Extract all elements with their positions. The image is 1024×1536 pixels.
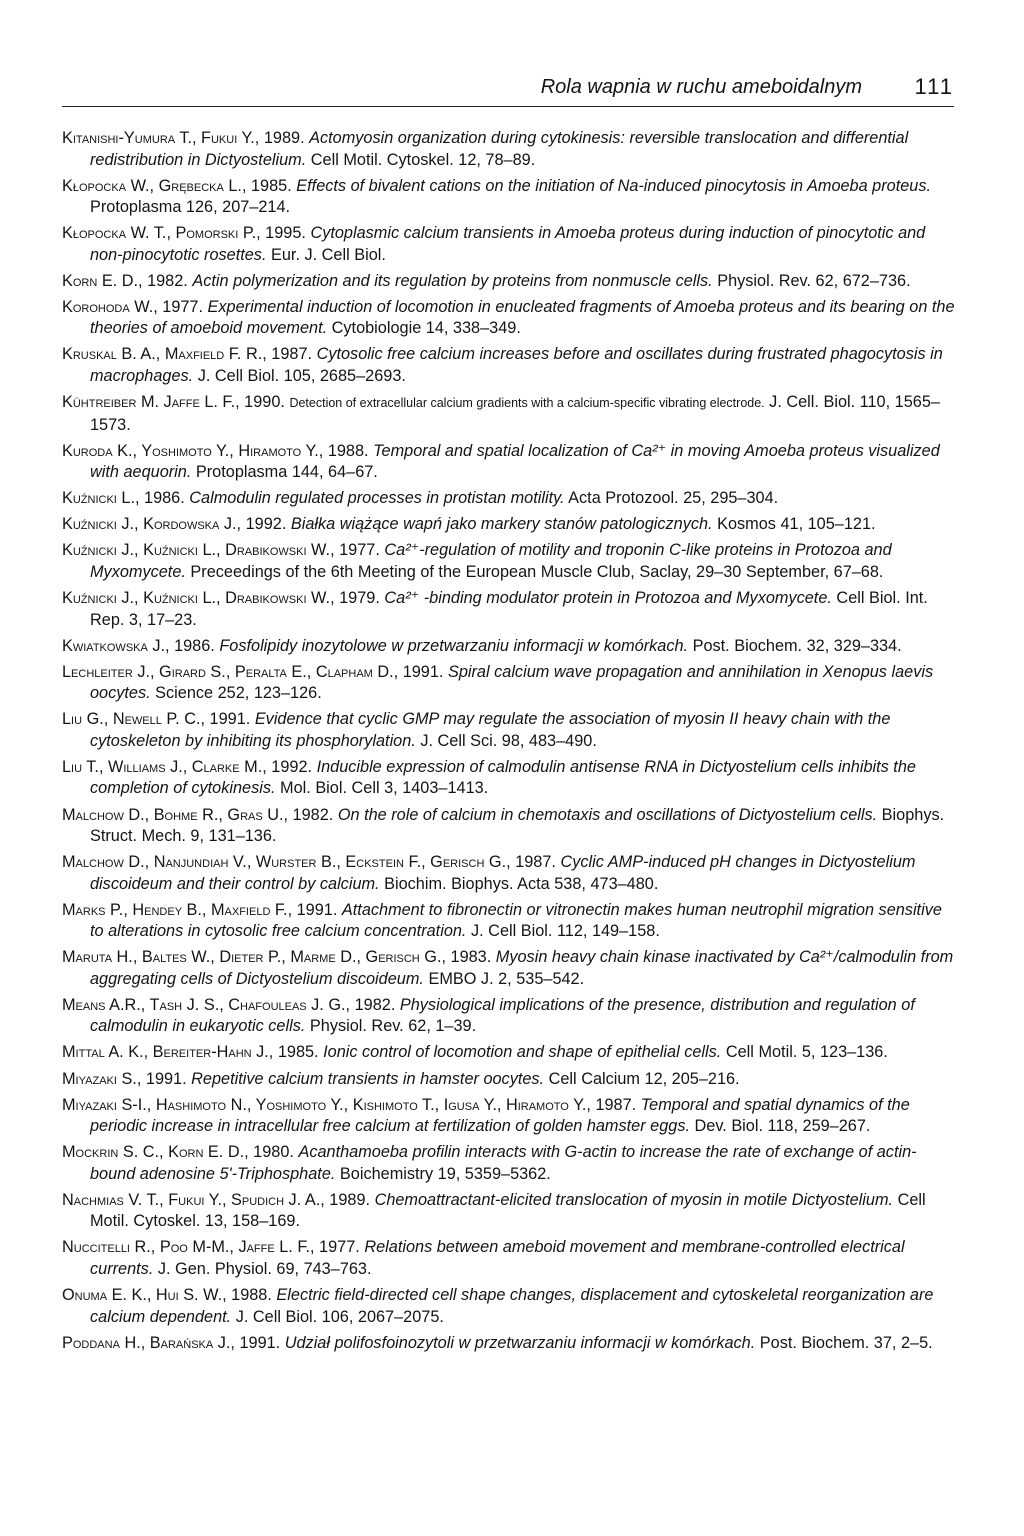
reference-year: , 1979. xyxy=(330,589,385,608)
reference-year: , 1988. xyxy=(222,1286,277,1305)
reference-title: Effects of bivalent cations on the initiation of Na-induced pinocytosis in Amoeba proteus. xyxy=(296,176,932,195)
reference-source: Cell Motil. Cytoskel. 13, 158–169. xyxy=(90,1190,926,1231)
reference-source: Eur. J. Cell Biol. xyxy=(266,245,386,264)
reference-source: Acta Protozool. 25, 295–304. xyxy=(564,489,779,508)
reference-entry xyxy=(62,271,958,293)
reference-title: Evidence that cyclic GMP may regulate the association of myosin II heavy chain with the cytoskeleton by inhibiting its phosphorylation. xyxy=(90,710,891,750)
reference-title: Inducible expression of calmodulin antisense RNA in Dictyostelium cells inhibits the completion of cytokinesis. xyxy=(90,757,916,798)
reference-year: , 1989. xyxy=(254,129,310,147)
reference-title: Temporal and spatial dynamics of the periodic increase in intracellular free calcium at fertilization of golden hamster eggs. xyxy=(90,1095,910,1136)
reference-entry xyxy=(62,488,958,510)
reference-year: , 1987. xyxy=(262,345,317,364)
reference-year: , 1982. xyxy=(345,995,400,1014)
reference-source: Protoplasma 144, 64–67. xyxy=(191,463,378,482)
reference-year: , 1991. xyxy=(393,662,448,681)
reference-source: J. Cell Biol. 105, 2685–2693. xyxy=(193,366,406,385)
reference-year: , 1985. xyxy=(241,176,297,195)
reference-title: Attachment to fibronectin or vitronectin makes human neutrophil migration sensitive to alterations in cytosolic free calcium concentration. xyxy=(90,900,942,941)
reference-source: J. Gen. Physiol. 69, 743–763. xyxy=(153,1259,372,1278)
reference-entry xyxy=(62,636,958,658)
reference-source: Cell Motil. 5, 123–136. xyxy=(721,1043,888,1062)
reference-entry xyxy=(62,1237,958,1280)
reference-entry xyxy=(62,128,958,171)
reference-entry xyxy=(62,852,958,895)
reference-authors: Lechleiter J., Girard S., Peralta E., Clapham D. xyxy=(62,662,394,681)
reference-entry xyxy=(62,392,958,436)
reference-authors: Nachmias V. T., Fukui Y., Spudich J. A. xyxy=(62,1190,321,1209)
reference-title: Udział polifosfoinozytoli w przetwarzaniu informacji w komórkach. xyxy=(284,1333,756,1352)
reference-authors: Kuźnicki J., Kuźnicki L., Drabikowski W. xyxy=(62,541,331,560)
reference-entry xyxy=(62,900,958,943)
reference-authors: Marks P., Hendey B., Maxfield F. xyxy=(62,900,288,919)
reference-entry xyxy=(62,1069,958,1091)
reference-authors: Means A.R., Tash J. S., Chafouleas J. G. xyxy=(62,995,346,1014)
reference-entry xyxy=(62,514,958,536)
reference-title: Ca²⁺ -binding modulator protein in Protozoa and Myxomycete. xyxy=(384,589,832,608)
reference-source: Cytobiologie 14, 338–349. xyxy=(327,319,521,338)
running-title: Rola wapnia w ruchu ameboidalnym xyxy=(540,76,862,98)
reference-authors: Kuźnicki L. xyxy=(62,489,135,508)
reference-year: , 1995. xyxy=(256,224,311,243)
reference-authors: Kuźnicki J., Kordowska J. xyxy=(62,515,237,534)
reference-year: , 1983. xyxy=(441,948,496,967)
reference-entry xyxy=(62,1285,958,1328)
reference-entry xyxy=(62,344,958,387)
reference-title: Acanthamoeba profilin interacts with G-actin to increase the rate of exchange of actin-bound adenosine 5'-Triphosphate. xyxy=(90,1143,917,1183)
reference-authors: Mittal A. K., Bereiter-Hahn J. xyxy=(62,1043,269,1062)
reference-source: Biochim. Biophys. Acta 538, 473–480. xyxy=(379,874,659,893)
reference-title: Białka wiążące wapń jako markery stanów patologicznych. xyxy=(290,515,713,534)
reference-title: Relations between ameboid movement and membrane-controlled electrical currents. xyxy=(90,1238,905,1278)
reference-source: Post. Biochem. 32, 329–334. xyxy=(688,636,902,655)
reference-year: , 1982. xyxy=(138,271,193,290)
reference-entry xyxy=(62,805,958,848)
reference-title: On the role of calcium in chemotaxis and oscillations of Dictyostelium cells. xyxy=(337,805,878,824)
reference-authors: Kwiatkowska J. xyxy=(62,636,166,655)
reference-authors: Kuroda K., Yoshimoto Y., Hiramoto Y. xyxy=(62,441,319,460)
reference-year: , 1987. xyxy=(586,1095,641,1114)
reference-source: Cell Motil. Cytoskel. 12, 78–89. xyxy=(306,150,536,169)
reference-authors: Miyazaki S-I., Hashimoto N., Yoshimoto Y., Kishimoto T., Igusa Y., Hiramoto Y. xyxy=(62,1095,587,1114)
reference-entry xyxy=(62,1190,958,1233)
reference-year: , 1992. xyxy=(236,515,291,534)
reference-entry xyxy=(62,1333,958,1355)
reference-source: Cell Biol. Int. Rep. 3, 17–23. xyxy=(90,589,928,629)
reference-entry xyxy=(62,757,958,800)
reference-source: Kosmos 41, 105–121. xyxy=(712,515,876,534)
reference-year: , 1977. xyxy=(330,541,385,560)
reference-title: Calmodulin regulated processes in protistan motility. xyxy=(189,489,565,508)
reference-title: Ca²⁺-regulation of motility and troponin C-like proteins in Protozoa and Myxomycete. xyxy=(90,541,892,581)
reference-entry xyxy=(62,176,958,219)
reference-title: Ionic control of locomotion and shape of epithelial cells. xyxy=(323,1043,722,1062)
reference-authors: Malchow D., Bohme R., Gras U. xyxy=(62,805,284,824)
reference-source: Physiol. Rev. 62, 672–736. xyxy=(712,271,911,290)
reference-source: Mol. Biol. Cell 3, 1403–1413. xyxy=(275,779,489,798)
reference-year: , 1991. xyxy=(287,900,342,919)
reference-entry xyxy=(62,588,958,631)
page-header xyxy=(62,72,954,107)
reference-source: Physiol. Rev. 62, 1–39. xyxy=(305,1017,477,1036)
reference-source: J. Cell Biol. 106, 2067–2075. xyxy=(231,1307,444,1326)
reference-year: , 1977. xyxy=(153,297,208,316)
reference-authors: Mockrin S. C., Korn E. D. xyxy=(62,1143,245,1162)
reference-source: Protoplasma 126, 207–214. xyxy=(90,198,291,217)
reference-authors: Miyazaki S. xyxy=(62,1069,137,1088)
reference-authors: Kitanishi-Yumura T., Fukui Y. xyxy=(62,129,255,147)
reference-year: , 1987. xyxy=(506,853,561,872)
reference-source: Science 252, 123–126. xyxy=(150,684,322,703)
reference-title: Cytoplasmic calcium transients in Amoeba proteus during induction of pinocytotic and non-pinocytotic rosettes. xyxy=(90,224,926,264)
reference-authors: Liu T., Williams J., Clarke M. xyxy=(62,757,263,776)
reference-authors: Nuccitelli R., Poo M-M., Jaffe L. F. xyxy=(62,1238,310,1257)
reference-authors: Kruskal B. A., Maxfield F. R. xyxy=(62,345,263,364)
reference-year: , 1991. xyxy=(136,1069,192,1088)
reference-year: , 1986. xyxy=(165,636,220,655)
reference-year: , 1980. xyxy=(244,1143,299,1162)
reference-entry xyxy=(62,995,958,1038)
reference-entry xyxy=(62,540,958,583)
reference-source: J. Cell Sci. 98, 483–490. xyxy=(415,731,597,750)
reference-title: Myosin heavy chain kinase inactivated by Ca²⁺/calmodulin from aggregating cells of Dictyostelium discoideum. xyxy=(90,948,954,988)
reference-entry xyxy=(62,662,958,705)
reference-title: Experimental induction of locomotion in enucleated fragments of Amoeba proteus and its bearing on the theories of amoeboid movement. xyxy=(90,297,955,338)
reference-entry xyxy=(62,1142,958,1185)
reference-authors: Kłopocka W., Grębecka L. xyxy=(62,176,242,195)
reference-year: , 1986. xyxy=(134,489,190,508)
reference-entry xyxy=(62,947,958,990)
reference-year: , 1991. xyxy=(200,710,255,729)
reference-authors: Maruta H., Baltes W., Dieter P., Marme D., Gerisch G. xyxy=(62,948,442,967)
reference-year: , 1989. xyxy=(320,1190,375,1209)
reference-title-small: Detection of extracellular calcium gradients with a calcium-specific vibrating electrode. xyxy=(289,396,765,411)
reference-year: , 1991. xyxy=(230,1333,285,1352)
reference-entry xyxy=(62,1095,958,1138)
reference-entry xyxy=(62,223,958,266)
reference-title: Actomyosin organization during cytokinesis: reversible translocation and differential redistribution in Dictyostelium. xyxy=(90,129,909,169)
reference-source: Boichemistry 19, 5359–5362. xyxy=(335,1164,551,1183)
reference-source: J. Cell Biol. 112, 149–158. xyxy=(466,922,660,941)
reference-authors: Korohoda W. xyxy=(62,297,154,316)
reference-title: Chemoattractant-elicited translocation of myosin in motile Dictyostelium. xyxy=(374,1190,894,1209)
reference-authors: Kuźnicki J., Kuźnicki L., Drabikowski W. xyxy=(62,589,331,608)
reference-source: J. Cell. Biol. 110, 1565–1573. xyxy=(90,393,940,434)
reference-authors: Kühtreiber M. Jaffe L. F. xyxy=(62,393,236,412)
reference-title: Spiral calcium wave propagation and annihilation in Xenopus laevis oocytes. xyxy=(90,662,934,703)
reference-title: Cyclic AMP-induced pH changes in Dictyostelium discoideum and their control by calcium. xyxy=(90,853,916,893)
reference-title: Repetitive calcium transients in hamster oocytes. xyxy=(191,1069,545,1088)
reference-year: , 1992. xyxy=(262,757,317,776)
reference-title: Physiological implications of the presence, distribution and regulation of calmodulin in eukaryotic cells. xyxy=(90,995,915,1036)
reference-title: Temporal and spatial localization of Ca²⁺ in moving Amoeba proteus visualized with aequorin. xyxy=(90,441,940,482)
reference-source: Dev. Biol. 118, 259–267. xyxy=(690,1117,871,1136)
reference-title: Electric field-directed cell shape changes, displacement and cytoskeletal reorganization are calcium dependent. xyxy=(90,1286,934,1326)
reference-entry xyxy=(62,1042,958,1064)
reference-authors: Onuma E. K., Hui S. W. xyxy=(62,1286,223,1305)
reference-year: , 1982. xyxy=(283,805,338,824)
reference-year: , 1985. xyxy=(268,1043,324,1062)
reference-authors: Malchow D., Nanjundiah V., Wurster B., Eckstein F., Gerisch G. xyxy=(62,853,507,872)
reference-source: Post. Biochem. 37, 2–5. xyxy=(755,1333,933,1352)
reference-source: Cell Calcium 12, 205–216. xyxy=(544,1069,740,1088)
reference-title: Actin polymerization and its regulation by proteins from nonmuscle cells. xyxy=(192,271,713,290)
reference-entry xyxy=(62,709,958,752)
reference-source: EMBO J. 2, 535–542. xyxy=(423,969,585,988)
reference-year: , 1990. xyxy=(235,393,290,412)
reference-source: Biophys. Struct. Mech. 9, 131–136. xyxy=(90,805,945,845)
reference-authors: Korn E. D. xyxy=(62,271,139,290)
reference-year: , 1977. xyxy=(310,1238,365,1257)
reference-source: Preceedings of the 6th Meeting of the European Muscle Club, Saclay, 29–30 September, 67–68. xyxy=(185,562,884,581)
reference-year: , 1988. xyxy=(318,441,374,460)
reference-authors: Liu G., Newell P. C. xyxy=(62,710,201,729)
reference-entry xyxy=(62,297,958,340)
page-number: 111 xyxy=(914,74,954,99)
reference-authors: Kłopocka W. T., Pomorski P. xyxy=(62,224,257,243)
reference-entry xyxy=(62,441,958,484)
reference-title: Cytosolic free calcium increases before and oscillates during frustrated phagocytosis in macrophages. xyxy=(90,345,943,385)
reference-title: Fosfolipidy inozytolowe w przetwarzaniu informacji w komórkach. xyxy=(219,636,689,655)
reference-list xyxy=(62,128,958,1359)
reference-authors: Poddana H., Barańska J. xyxy=(62,1333,231,1352)
